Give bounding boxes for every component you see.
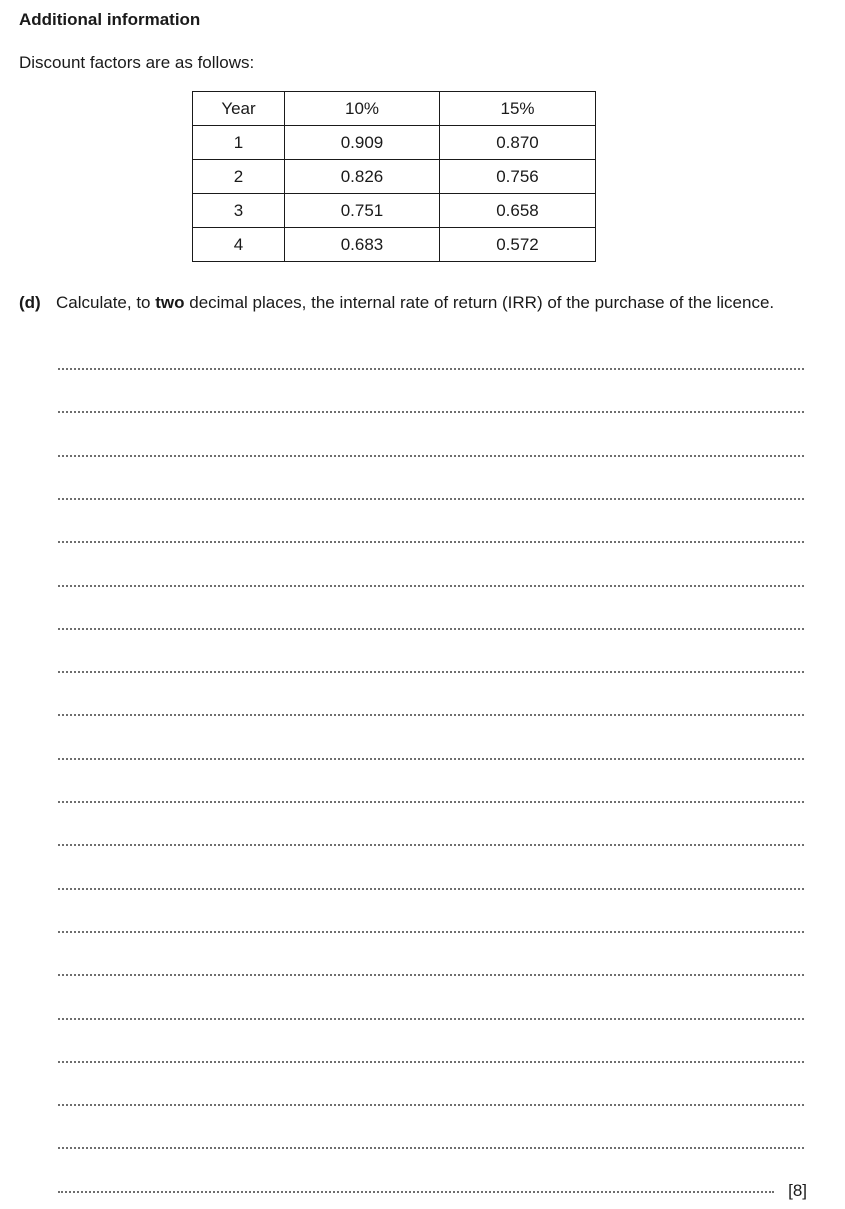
answer-line[interactable] (58, 1147, 804, 1149)
answer-line[interactable] (58, 585, 804, 587)
answer-line[interactable] (58, 541, 804, 543)
answer-line[interactable] (58, 974, 804, 976)
answer-line[interactable] (58, 455, 804, 457)
cell-year: 4 (193, 228, 285, 262)
table-row (193, 228, 596, 262)
header-10-percent: 10% (285, 92, 440, 126)
cell-10-percent: 0.826 (285, 160, 440, 194)
answer-line[interactable] (58, 1018, 804, 1020)
answer-line[interactable] (58, 1061, 804, 1063)
answer-line[interactable] (58, 1104, 804, 1106)
cell-year: 1 (193, 126, 285, 160)
intro-text: Discount factors are as follows: (19, 53, 255, 72)
answer-line[interactable] (58, 1191, 774, 1193)
cell-15-percent: 0.658 (440, 194, 596, 228)
cell-15-percent: 0.870 (440, 126, 596, 160)
answer-line[interactable] (58, 411, 804, 413)
answer-line[interactable] (58, 931, 804, 933)
section-heading: Additional information (19, 10, 201, 29)
discount-factors-table (192, 91, 596, 262)
table-row (193, 194, 596, 228)
question-label: (d) (19, 293, 41, 312)
cell-15-percent: 0.756 (440, 160, 596, 194)
question-text (56, 291, 809, 314)
table-row (193, 160, 596, 194)
answer-line[interactable] (58, 368, 804, 370)
answer-line[interactable] (58, 801, 804, 803)
cell-10-percent: 0.751 (285, 194, 440, 228)
header-year: Year (193, 92, 285, 126)
marks-allocation: [8] (788, 1181, 807, 1200)
answer-line[interactable] (58, 628, 804, 630)
question-text-start: Calculate, to (56, 293, 156, 312)
header-15-percent: 15% (440, 92, 596, 126)
answer-line[interactable] (58, 498, 804, 500)
answer-line[interactable] (58, 714, 804, 716)
table-header-row (193, 92, 596, 126)
answer-line[interactable] (58, 671, 804, 673)
cell-year: 3 (193, 194, 285, 228)
table-row (193, 126, 596, 160)
question-text-end: decimal places, the internal rate of return (IRR) of the purchase of the licence. (184, 293, 775, 312)
cell-10-percent: 0.683 (285, 228, 440, 262)
cell-year: 2 (193, 160, 285, 194)
answer-line[interactable] (58, 888, 804, 890)
answer-line[interactable] (58, 758, 804, 760)
question-text-emphasis: two (155, 293, 185, 312)
answer-line[interactable] (58, 844, 804, 846)
question-d (19, 291, 809, 314)
cell-10-percent: 0.909 (285, 126, 440, 160)
cell-15-percent: 0.572 (440, 228, 596, 262)
